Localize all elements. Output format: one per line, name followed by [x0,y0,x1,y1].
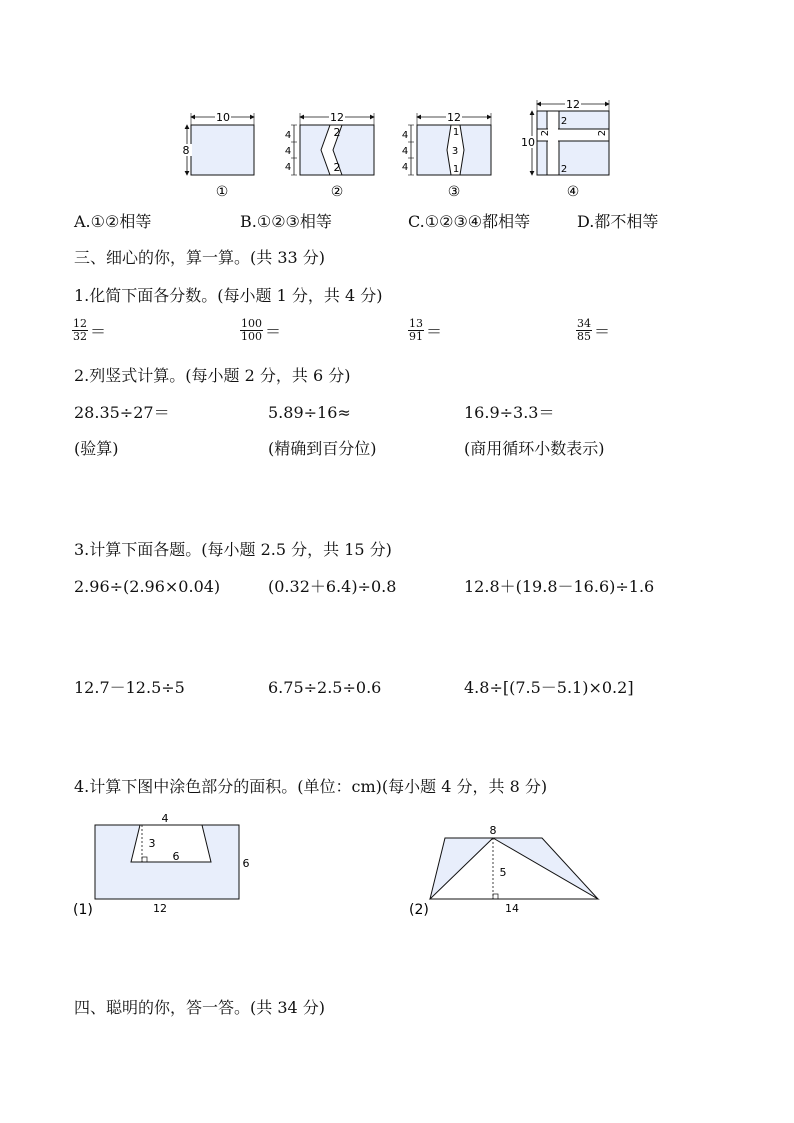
option-c[interactable]: C.①②③④都相等 [408,212,531,231]
q4-fig1-label: (1) [73,902,93,918]
q4-fig1-width: 12 [153,902,167,915]
top-figures [170,96,630,204]
fraction-3-den: 91 [409,330,423,343]
option-d[interactable]: D.都不相等 [577,212,659,231]
fraction-1-num: 12 [73,317,87,330]
figure-3 [402,111,491,200]
option-b[interactable]: B.①②③相等 [240,212,332,231]
q3-expr-4: 12.7－12.5÷5 [74,678,185,697]
q2-expr-2: 5.89÷16≈ [268,403,351,422]
q4-fig2-top: 8 [489,824,497,837]
fig2-left-3: 4 [284,162,292,173]
fraction-3 [408,318,442,343]
fig4-label: ④ [566,184,580,200]
fraction-2 [240,318,281,343]
fig3-inner-2: 3 [451,146,459,157]
q4-title: 4.计算下图中涂色部分的面积。(单位：cm)(每小题 4 分，共 8 分) [74,777,548,796]
fig2-label: ② [330,184,344,200]
q3-title: 3.计算下面各题。(每小题 2.5 分，共 15 分) [74,540,392,559]
fig2-left-1: 4 [284,130,292,141]
q4-fig1-bottom: 6 [172,850,180,863]
fraction-4-num: 34 [577,317,591,330]
fig4-n2b: 2 [540,129,551,137]
fraction-1-eq: ＝ [90,322,107,341]
fraction-4-eq: ＝ [594,322,611,341]
fig3-left-2: 4 [401,146,409,157]
q3-expr-1: 2.96÷(2.96×0.04) [74,577,221,596]
q2-note-3: (商用循环小数表示) [464,439,605,458]
q1-title: 1.化简下面各分数。(每小题 1 分，共 4 分) [74,286,383,305]
fraction-1 [72,318,106,343]
figure-2 [285,111,374,200]
q4-fig2-bottom: 14 [505,902,519,915]
fig1-label: ① [215,184,229,200]
fig2-right-1: 2 [333,126,341,139]
fig2-right-2: 2 [333,161,341,174]
fig3-inner-3: 1 [452,164,460,175]
fig4-width: 12 [566,98,580,111]
figure-4 [520,98,609,200]
fig1-width: 10 [216,111,230,124]
q4-fig2-height: 5 [499,866,507,879]
q4-fig1-side: 6 [242,857,250,870]
option-a[interactable]: A.①②相等 [74,212,152,231]
fraction-1-den: 32 [73,330,87,343]
q4-figure-2 [406,820,616,920]
q4-fig2-label: (2) [409,902,429,918]
fraction-4 [576,318,610,343]
fraction-2-den: 100 [241,330,262,343]
section3-title: 三、细心的你，算一算。(共 33 分) [74,248,326,267]
fraction-2-eq: ＝ [265,322,282,341]
fraction-4-den: 85 [577,330,591,343]
fig3-width: 12 [447,111,461,124]
fig3-left-3: 4 [401,162,409,173]
q3-expr-5: 6.75÷2.5÷0.6 [268,678,382,697]
fig3-label: ③ [447,184,461,200]
fig1-height: 8 [182,144,190,157]
fig4-n2d: 2 [560,164,568,175]
fig2-width: 12 [330,111,344,124]
fig4-height: 10 [521,136,535,149]
fig3-left-1: 4 [401,130,409,141]
fig4-n2a: 2 [560,116,568,127]
q3-expr-6: 4.8÷[(7.5－5.1)×0.2] [464,678,634,697]
q2-note-1: (验算) [74,439,119,458]
figure-1 [180,111,254,200]
q4-fig1-top: 4 [161,812,169,825]
fig2-left-2: 4 [284,146,292,157]
q2-title: 2.列竖式计算。(每小题 2 分，共 6 分) [74,366,351,385]
fraction-3-num: 13 [409,317,423,330]
q2-note-2: (精确到百分位) [268,439,377,458]
q4-fig1-height: 3 [148,837,156,850]
fraction-3-eq: ＝ [426,322,443,341]
q3-expr-3: 12.8＋(19.8－16.6)÷1.6 [464,577,655,596]
q3-expr-2: (0.32＋6.4)÷0.8 [268,577,397,596]
section4-title: 四、聪明的你，答一答。(共 34 分) [74,998,326,1017]
fraction-2-num: 100 [241,317,262,330]
q4-figure-1 [70,810,270,920]
q2-expr-1: 28.35÷27＝ [74,403,170,422]
fig4-n2c: 2 [597,129,608,137]
q2-expr-3: 16.9÷3.3＝ [464,403,555,422]
fig3-inner-1: 1 [452,127,460,138]
